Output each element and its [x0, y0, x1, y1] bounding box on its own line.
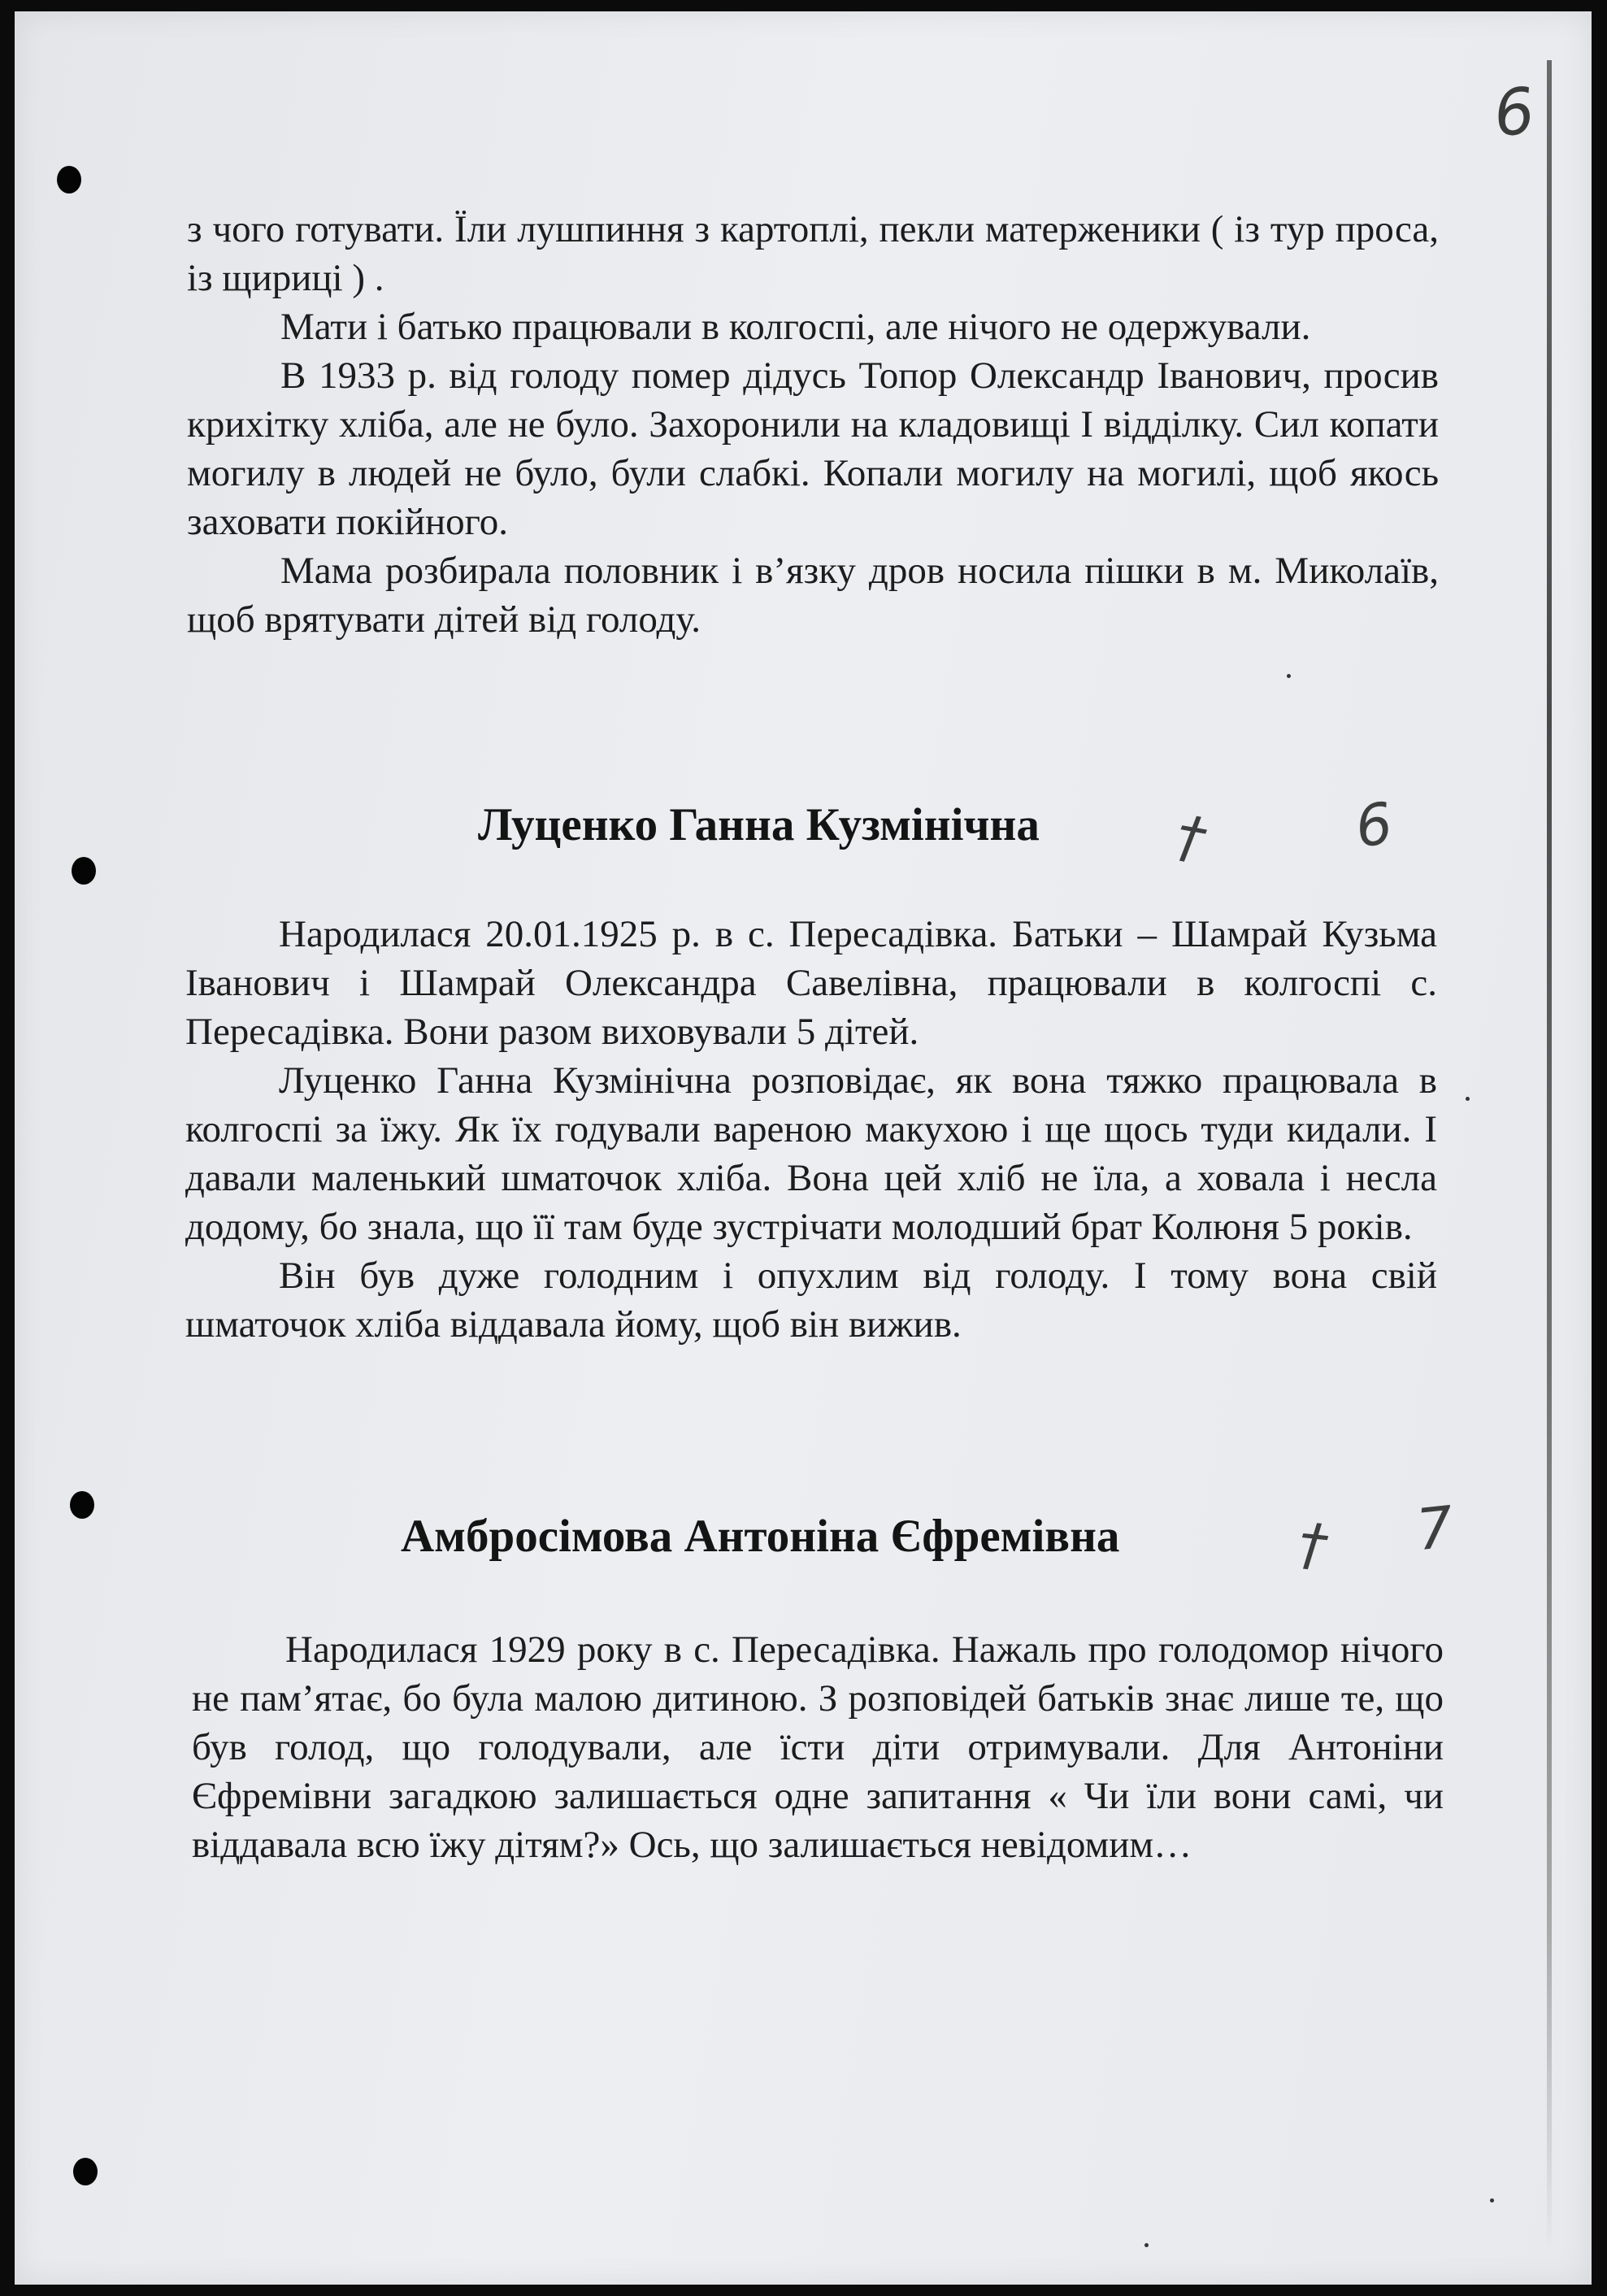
punch-hole — [73, 2158, 98, 2185]
lutsenko-paragraph-3: Він був дуже голодним і опухлим від голоду. І тому вона свій шматочок хліба віддавала йому, щоб він вижив. — [185, 1255, 1437, 1346]
document-page — [15, 11, 1592, 2285]
punch-hole — [72, 857, 96, 885]
scan-speck — [1144, 2243, 1149, 2247]
handwritten-cross-mark: † — [1295, 1510, 1331, 1580]
intro-paragraph-2: Мати і батько працювали в колгоспі, але нічого не одержували. — [280, 306, 1311, 348]
punch-hole — [70, 1491, 94, 1519]
scan-speck — [1287, 674, 1291, 678]
lutsenko-section — [185, 910, 1437, 1349]
intro-paragraph-1: з чого готувати. Їли лушпиння з картоплі, пекли матерженики ( із тур проса, із щириці ) . — [187, 208, 1439, 299]
scan-speck — [1466, 1097, 1470, 1101]
section-heading-lutsenko: Луценко Ганна Кузмінічна — [478, 799, 1040, 850]
scan-speck — [1490, 2198, 1494, 2203]
intro-paragraph-3: В 1933 р. від голоду помер дідусь Топор Олександр Іванович, просив крихітку хліба, але не було. Захоронили на кладовищі І відділку. Сил копати могилу в людей не було, були слабкі. Копали могилу на могилі, щоб якось заховати покійного. — [187, 354, 1439, 543]
scan-edge-shadow — [1547, 60, 1552, 2255]
lutsenko-paragraph-1: Народилася 20.01.1925 р. в с. Пересадівка. Батьки – Шамрай Кузьма Іванович і Шамрай Олександра Савелівна, працювали в колгоспі с. Пересадівка. Вони разом виховували 5 дітей. — [185, 913, 1437, 1053]
handwritten-cross-mark: † — [1171, 802, 1211, 873]
ambrosimova-section — [192, 1625, 1444, 1869]
handwritten-number-mark: 6 — [1351, 789, 1397, 861]
intro-section — [187, 205, 1439, 644]
section-heading-ambrosimova: Амбросімова Антоніна Єфремівна — [401, 1511, 1120, 1562]
ambrosimova-paragraph-1: Народилася 1929 року в с. Пересадівка. Нажаль про голодомор нічого не пам’ятає, бо була малою дитиною. З розповідей батьків знає лише те, що був голод, що голодували, але їсти діти отримували. Для Антоніни Єфремівни загадкою залишається одне запитання « Чи їли вони самі, чи віддавала всю їжу дітям?» Ось, що залишається невідомим… — [192, 1629, 1444, 1866]
intro-paragraph-4: Мама розбирала половник і в’язку дров носила пішки в м. Миколаїв, щоб врятувати дітей від голоду. — [187, 550, 1439, 641]
punch-hole — [57, 166, 81, 194]
lutsenko-paragraph-2: Луценко Ганна Кузмінічна розповідає, як вона тяжко працювала в колгоспі за їжу. Як їх годували вареною макухою і ще щось туди кидали. І давали маленький шматочок хліба. Вона цей хліб не їла, а ховала і несла додому, бо знала, що її там буде зустрічати молодший брат Колюня 5 років. — [185, 1059, 1437, 1248]
handwritten-page-number: 6 — [1490, 74, 1539, 152]
handwritten-number-mark: 7 — [1413, 1493, 1457, 1564]
